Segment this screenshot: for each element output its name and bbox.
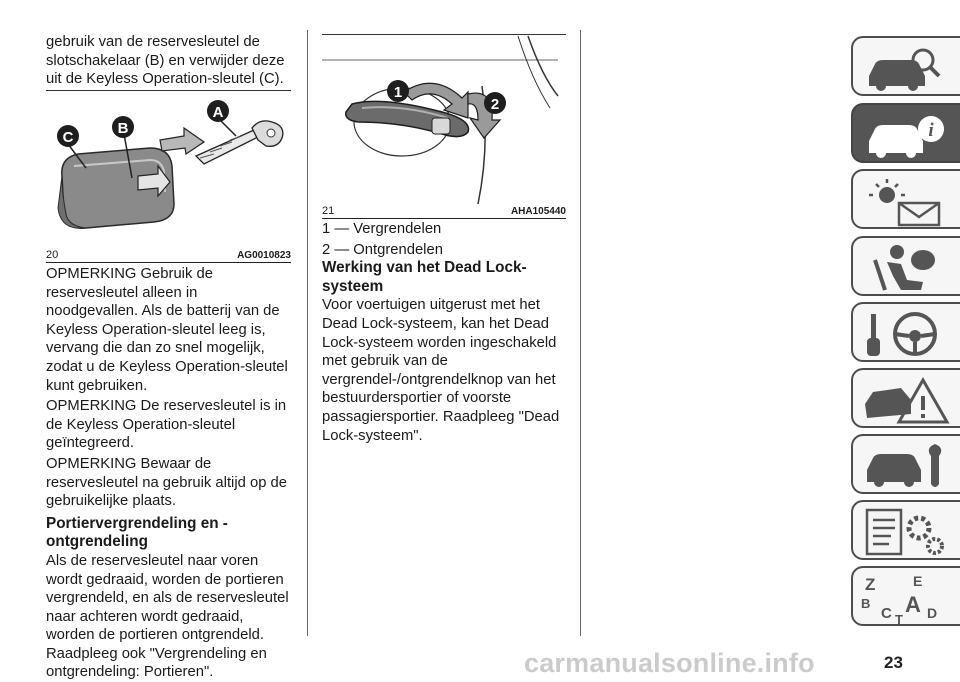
column-divider-right [580, 30, 581, 636]
tab-warning-lights[interactable] [851, 169, 960, 229]
svg-text:i: i [928, 120, 934, 141]
note-paragraph: OPMERKING De reservesleutel is in de Keyless Operation-sleutel geïntegreerd. [46, 398, 287, 452]
callout-1: 1 [393, 84, 403, 101]
note-paragraph: OPMERKING Gebruik de reservesleutel alleen in noodgevallen. Als de batterij van de Keyless Operation-sleutel leeg is, vervang die dan zo snel mogelijk, zodat u de Keyless Operation-sleutel kunt gebruiken. [46, 266, 288, 394]
svg-text:D: D [927, 605, 938, 621]
tab-seat-airbag[interactable] [851, 236, 960, 296]
svg-text:E: E [913, 573, 923, 589]
section-heading: Werking van het Dead Lock-systeem [322, 259, 527, 295]
figure-code: AG0010823 [237, 250, 291, 261]
callout-c: C [62, 129, 74, 146]
warning-light-message-icon [861, 175, 951, 227]
figure-number: 21 [322, 205, 335, 217]
legend-item: 2 — Ontgrendelen [322, 241, 443, 258]
figure-20-caption [46, 249, 291, 263]
callout-2: 2 [490, 96, 500, 113]
column-divider [307, 30, 308, 636]
intro-text: gebruik van de reservesleutel de slotschakelaar (B) en verwijder deze uit de Keyless Operation-sleutel (C). [46, 34, 285, 88]
figure-21-top-rule [322, 34, 566, 35]
tab-car-crash[interactable] [851, 368, 960, 428]
tab-alphabetical-index[interactable] [851, 566, 960, 626]
tab-key-steering[interactable] [851, 302, 960, 362]
seat-airbag-icon [861, 242, 951, 294]
callout-b: B [117, 120, 129, 137]
watermark: carmanualsonline.info [524, 648, 815, 678]
car-wrench-icon [861, 440, 951, 492]
intro-divider [46, 90, 291, 91]
svg-text:B: B [861, 596, 871, 611]
figure-number: 20 [46, 249, 59, 261]
section-body: Voor voertuigen uitgerust met het Dead Lock-systeem, kan het Dead Lock-systeem worden ingeschakeld met gebruik van de vergrendel-/ontgrendelknop van het bestuurdersportier of voorste passagiersportier. Raadpleeg "Dead Lock-systeem". [322, 297, 560, 444]
svg-text:C: C [881, 605, 892, 622]
tab-car-info[interactable] [851, 103, 960, 163]
svg-text:Z: Z [865, 575, 876, 594]
key-steering-wheel-icon [861, 308, 951, 360]
page-number: 23 [884, 653, 903, 672]
section-body: Als de reservesleutel naar voren wordt gedraaid, worden de portieren vergrendeld, en als de reservesleutel naar achteren wordt gedraaid, worden de portieren ontgrendeld. Raadpleeg ook "Vergrendeling en ontgrendeling: Portieren". [46, 552, 289, 681]
tab-technical-data[interactable] [851, 500, 960, 560]
car-info-icon [861, 109, 951, 161]
section-heading: Portiervergrendeling en -ontgrendeling [46, 514, 228, 551]
svg-text:T: T [895, 612, 903, 624]
car-crash-warning-icon [861, 374, 951, 426]
tab-car-service[interactable] [851, 434, 960, 494]
figure-21-caption [322, 205, 566, 219]
tab-car-magnifier[interactable] [851, 36, 960, 96]
figure-21-door-handle-illustration [322, 36, 566, 206]
svg-text:A: A [905, 592, 921, 617]
alphabet-index-icon [861, 572, 951, 624]
callout-a: A [212, 104, 224, 121]
legend-item: 1 — Vergrendelen [322, 221, 442, 237]
car-magnifier-icon [861, 42, 951, 94]
note-paragraph: OPMERKING Bewaar de reservesleutel na gebruik altijd op de gebruikelijke plaats. [46, 455, 288, 510]
figure-code: AHA105440 [510, 206, 566, 217]
data-gears-icon [861, 506, 951, 558]
figure-20-key-illustration [46, 96, 291, 248]
right-body [322, 220, 566, 445]
left-body [46, 265, 291, 682]
